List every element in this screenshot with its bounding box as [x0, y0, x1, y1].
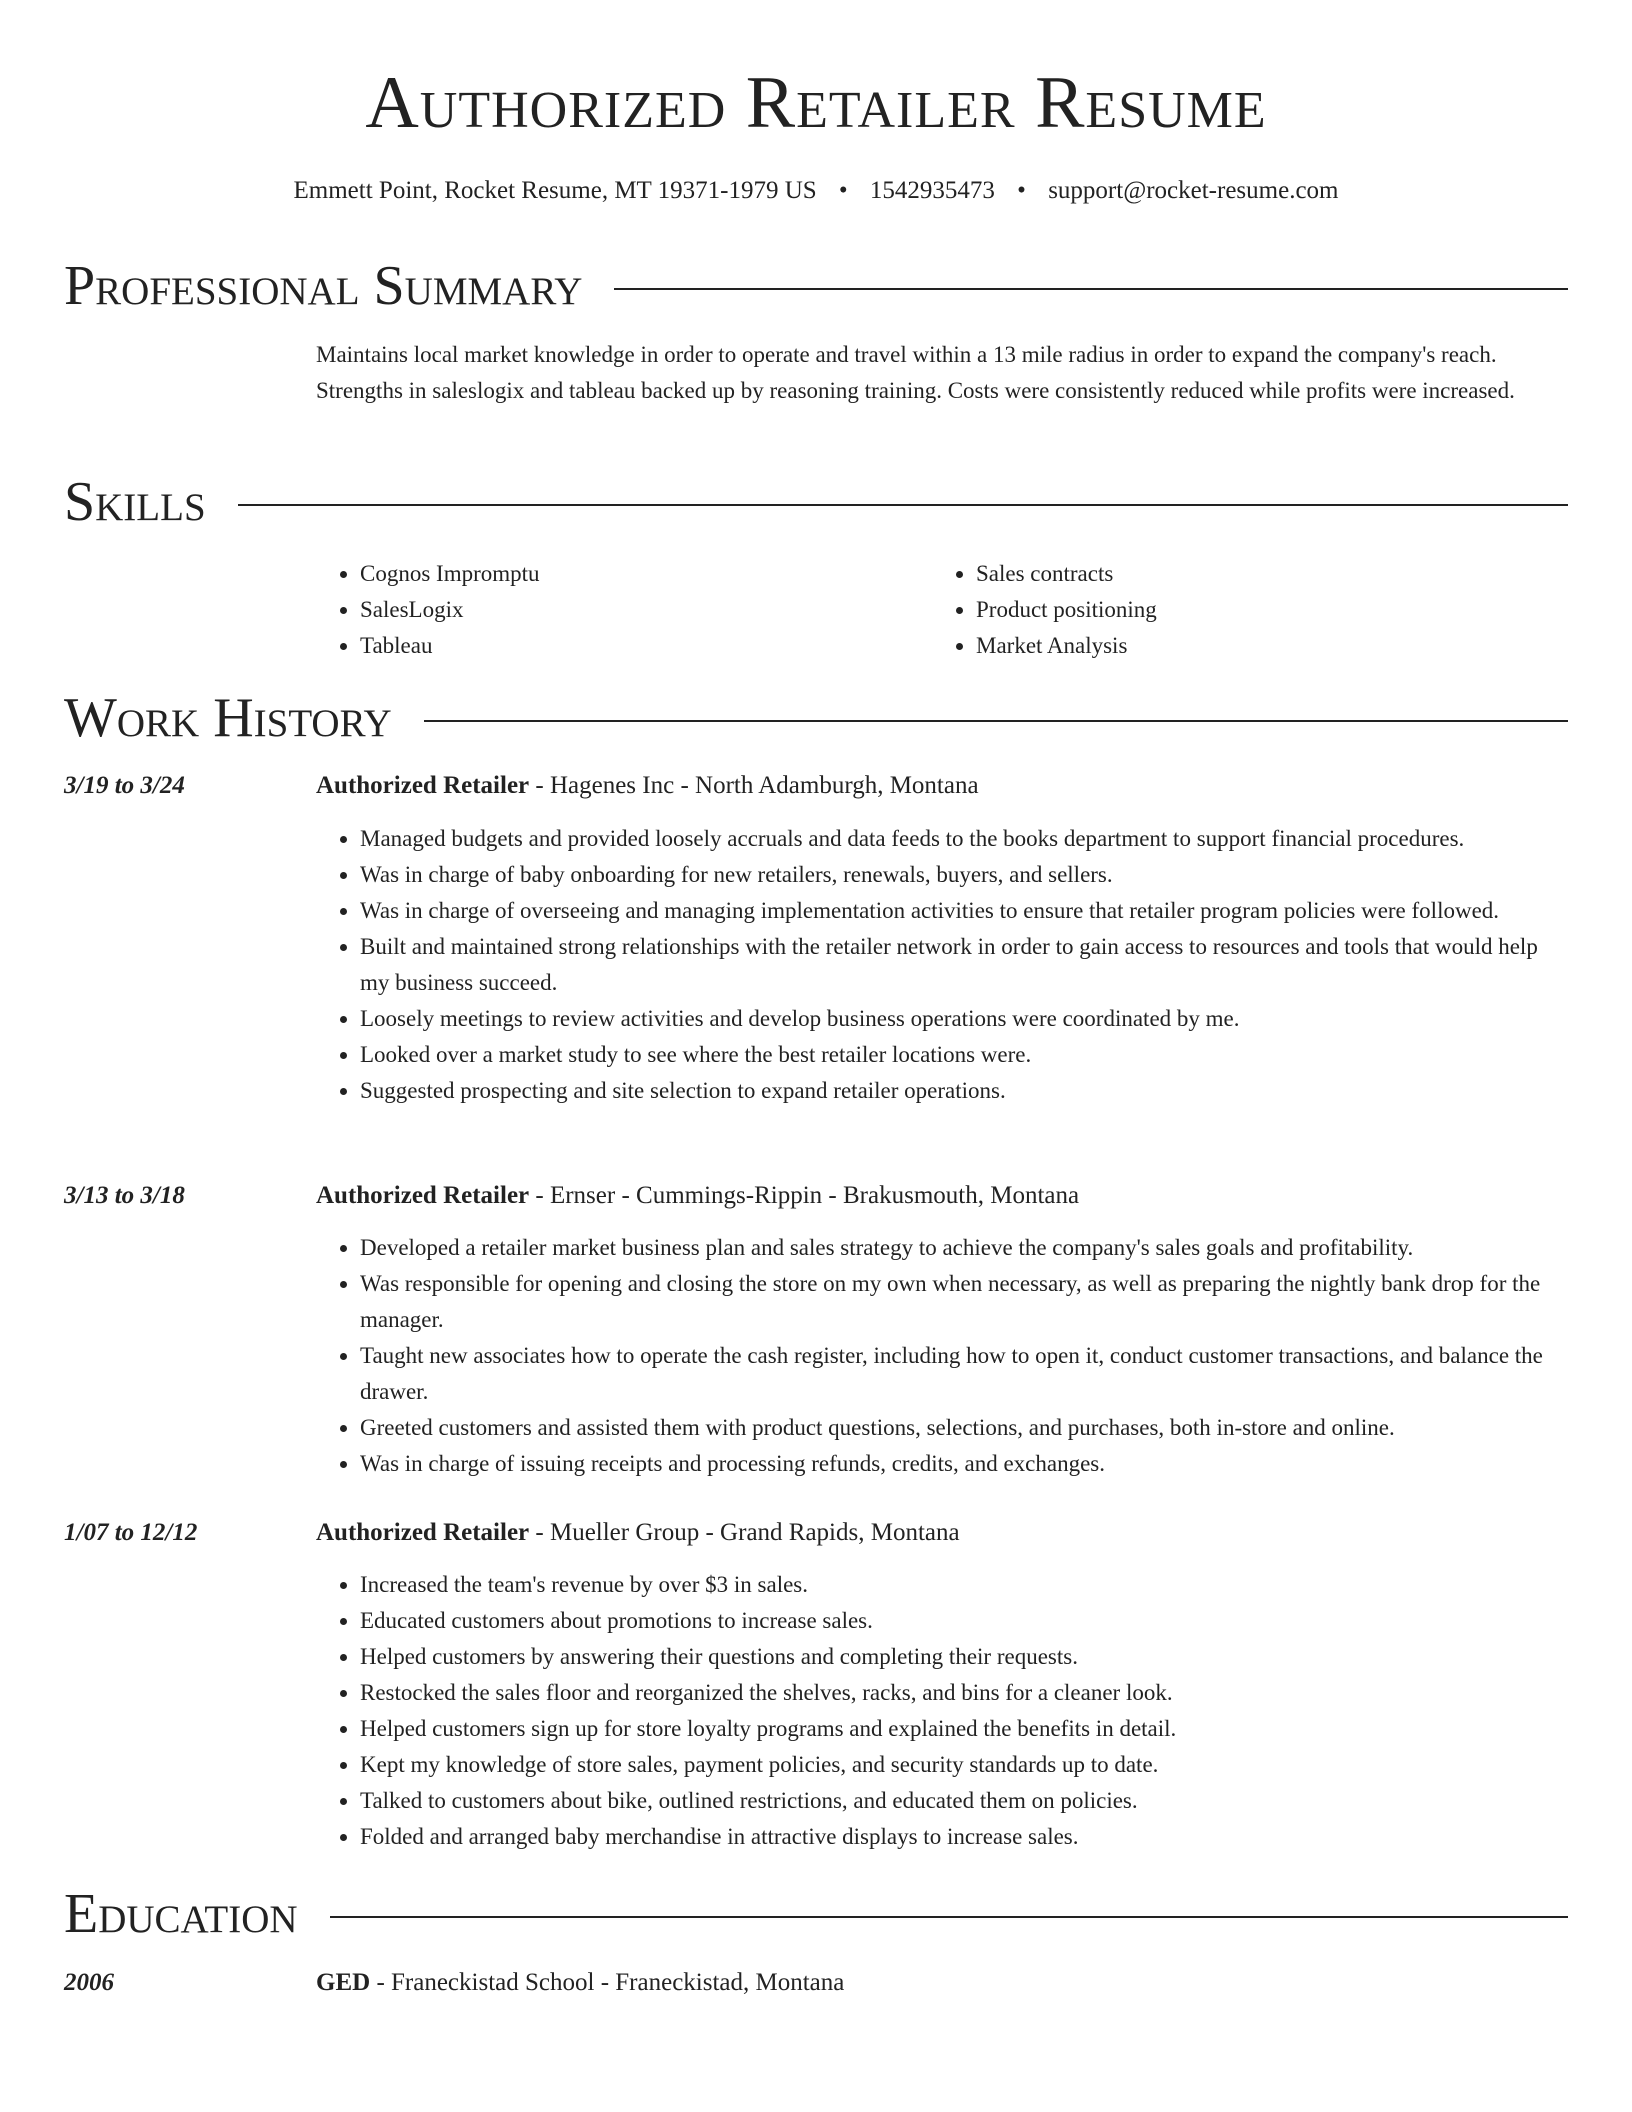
job-bullet: • Taught new associates how to operate the cash register, including how to open it, conduct customer transactions, and balance the drawer. [360, 1338, 1568, 1410]
section-rule [238, 504, 1568, 506]
education-year: 2006 [64, 1969, 114, 1996]
job-bullet: • Helped customers sign up for store loyalty programs and explained the benefits in detail. [360, 1711, 1568, 1747]
job-details: - Ernser - Cummings-Rippin - Brakusmouth, Montana [529, 1182, 1080, 1209]
skill-item: • Sales contracts [976, 556, 1492, 592]
job-details: - Mueller Group - Grand Rapids, Montana [529, 1519, 960, 1546]
contact-separator: • [1017, 177, 1026, 204]
job-bullet: • Was responsible for opening and closing the store on my own when necessary, as well as preparing the nightly bank drop for the manager. [360, 1266, 1568, 1338]
work-heading: Work History [64, 687, 392, 749]
job-details: - Hagenes Inc - North Adamburgh, Montana [529, 772, 979, 799]
summary-text: Maintains local market knowledge in order to operate and travel within a 13 mile radius in order to expand the company's reach. Strengths in saleslogix and tableau backed up by reasoning training. Costs were consistently reduced while profits were increased. [316, 342, 1515, 403]
job-bullets [316, 821, 1568, 1109]
skills-column-right [932, 556, 1492, 664]
job-heading [316, 1180, 1568, 1212]
phone: 1542935473 [869, 177, 995, 204]
summary-section-header [64, 256, 1568, 316]
job-bullet: • Was in charge of overseeing and managing implementation activities to ensure that retailer program policies were followed. [360, 893, 1568, 929]
job-bullet: • Folded and arranged baby merchandise in attractive displays to increase sales. [360, 1819, 1568, 1855]
email: support@rocket-resume.com [1048, 177, 1339, 204]
education-entry [316, 1967, 1568, 1999]
skill-item: • Market Analysis [976, 628, 1492, 664]
education-degree: GED [316, 1969, 371, 1996]
skills-section-header [64, 472, 1568, 532]
education-section-header [64, 1884, 1568, 1944]
job-bullet: • Looked over a market study to see where the best retailer locations were. [360, 1037, 1568, 1073]
job-title: Authorized Retailer [316, 1519, 530, 1546]
address: Emmett Point, Rocket Resume, MT 19371-1979 US [293, 177, 817, 204]
skill-item: • SalesLogix [360, 592, 876, 628]
summary-heading: Professional Summary [64, 255, 583, 317]
job-bullet: • Educated customers about promotions to increase sales. [360, 1603, 1568, 1639]
section-rule [614, 288, 1568, 290]
job-bullets [316, 1567, 1568, 1855]
job-bullet: • Built and maintained strong relationships with the retailer network in order to gain access to resources and tools that would help my business succeed. [360, 929, 1568, 1001]
job-bullet: • Was in charge of issuing receipts and processing refunds, credits, and exchanges. [360, 1446, 1568, 1482]
job-bullet: • Loosely meetings to review activities and develop business operations were coordinated by me. [360, 1001, 1568, 1037]
education-heading: Education [64, 1883, 298, 1945]
job-bullet: • Helped customers by answering their questions and completing their requests. [360, 1639, 1568, 1675]
job-heading [316, 770, 1568, 802]
skill-item: • Tableau [360, 628, 876, 664]
job-heading [316, 1517, 1568, 1549]
education-details: - Franeckistad School - Franeckistad, Montana [370, 1969, 845, 1996]
skill-item: • Cognos Impromptu [360, 556, 876, 592]
job-bullet: • Developed a retailer market business plan and sales strategy to achieve the company's sales goals and profitability. [360, 1230, 1568, 1266]
skill-item: • Product positioning [976, 592, 1492, 628]
job-bullet: • Managed budgets and provided loosely accruals and data feeds to the books department to support financial procedures. [360, 821, 1568, 857]
job-title: Authorized Retailer [316, 1182, 530, 1209]
job-dates: 3/13 to 3/18 [64, 1182, 185, 1209]
resume-title: Authorized Retailer Resume [365, 62, 1267, 144]
skills-heading: Skills [64, 471, 206, 533]
job-dates: 1/07 to 12/12 [64, 1519, 198, 1546]
skills-column-left [316, 556, 876, 664]
job-bullet: • Increased the team's revenue by over $3 in sales. [360, 1567, 1568, 1603]
job-bullet: • Was in charge of baby onboarding for new retailers, renewals, buyers, and sellers. [360, 857, 1568, 893]
section-rule [330, 1916, 1568, 1918]
job-title: Authorized Retailer [316, 772, 530, 799]
contact-separator: • [838, 177, 848, 204]
section-rule [424, 720, 1568, 722]
job-bullets [316, 1230, 1568, 1482]
job-bullet: • Suggested prospecting and site selection to expand retailer operations. [360, 1073, 1568, 1109]
job-bullet: • Talked to customers about bike, outlined restrictions, and educated them on policies. [360, 1783, 1568, 1819]
job-bullet: • Kept my knowledge of store sales, payment policies, and security standards up to date. [360, 1747, 1568, 1783]
job-dates: 3/19 to 3/24 [64, 772, 185, 799]
work-section-header [64, 688, 1568, 748]
job-bullet: • Greeted customers and assisted them with product questions, selections, and purchases, both in-store and online. [360, 1410, 1568, 1446]
job-bullet: • Restocked the sales floor and reorganized the shelves, racks, and bins for a cleaner look. [360, 1675, 1568, 1711]
contact-line [0, 176, 1632, 206]
